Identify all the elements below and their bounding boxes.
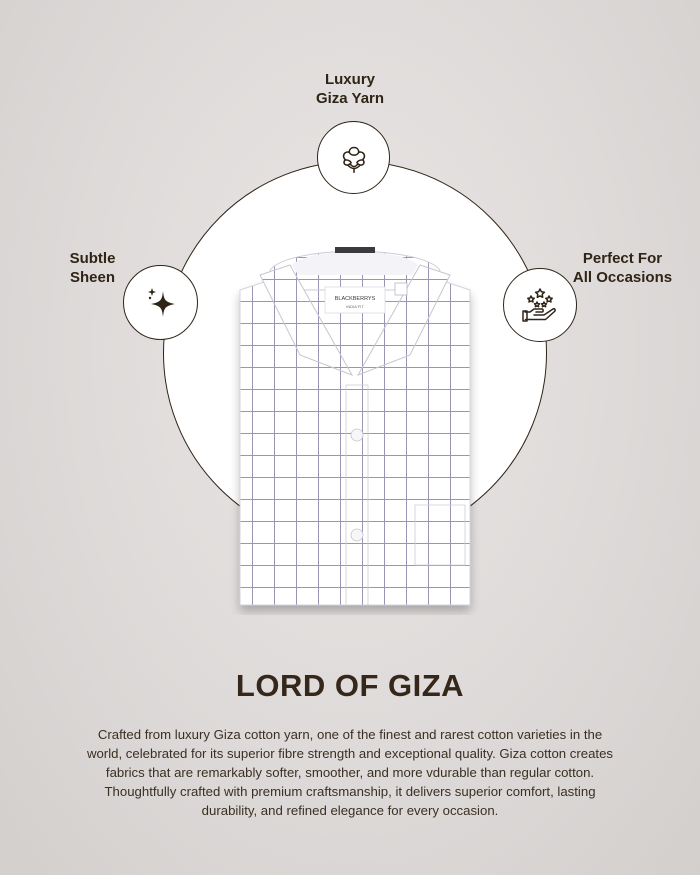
feature-right-line2: All Occasions <box>572 269 673 286</box>
feature-top-line1: Luxury <box>324 71 375 88</box>
cotton-flower-icon <box>335 139 373 177</box>
shirt-image <box>230 235 480 615</box>
product-description: Crafted from luxury Giza cotton yarn, one of the finest and rarest cotton varieties in the world, celebrated for its superior fibre strength and exceptional quality. Giza cotton creates fabrics that are remarkably softer, smoother, and more vdurable than regular cotton. Thoughtfully crafted with premium craftsmanship, it delivers superior comfort, lasting durability, and refined elegance for every occasion. <box>86 727 614 818</box>
feature-top-line2: Giza Yarn <box>315 90 385 107</box>
shirt-fit-label: INDIA FIT <box>346 304 364 309</box>
feature-label-left <box>50 249 135 287</box>
shirt-brand-label: BLACKBERRYS <box>334 296 376 302</box>
badge-right <box>503 268 577 342</box>
product-title: LORD OF GIZA <box>235 668 465 703</box>
sparkle-icon <box>141 283 181 323</box>
feature-label-top <box>290 70 410 108</box>
feature-right-line1: Perfect For <box>582 250 663 267</box>
badge-top <box>317 121 390 194</box>
hand-stars-icon <box>520 285 560 325</box>
badge-left <box>123 265 198 340</box>
feature-label-right <box>560 249 685 287</box>
feature-left-line2: Sheen <box>69 269 115 286</box>
feature-left-line1: Subtle <box>69 250 116 267</box>
